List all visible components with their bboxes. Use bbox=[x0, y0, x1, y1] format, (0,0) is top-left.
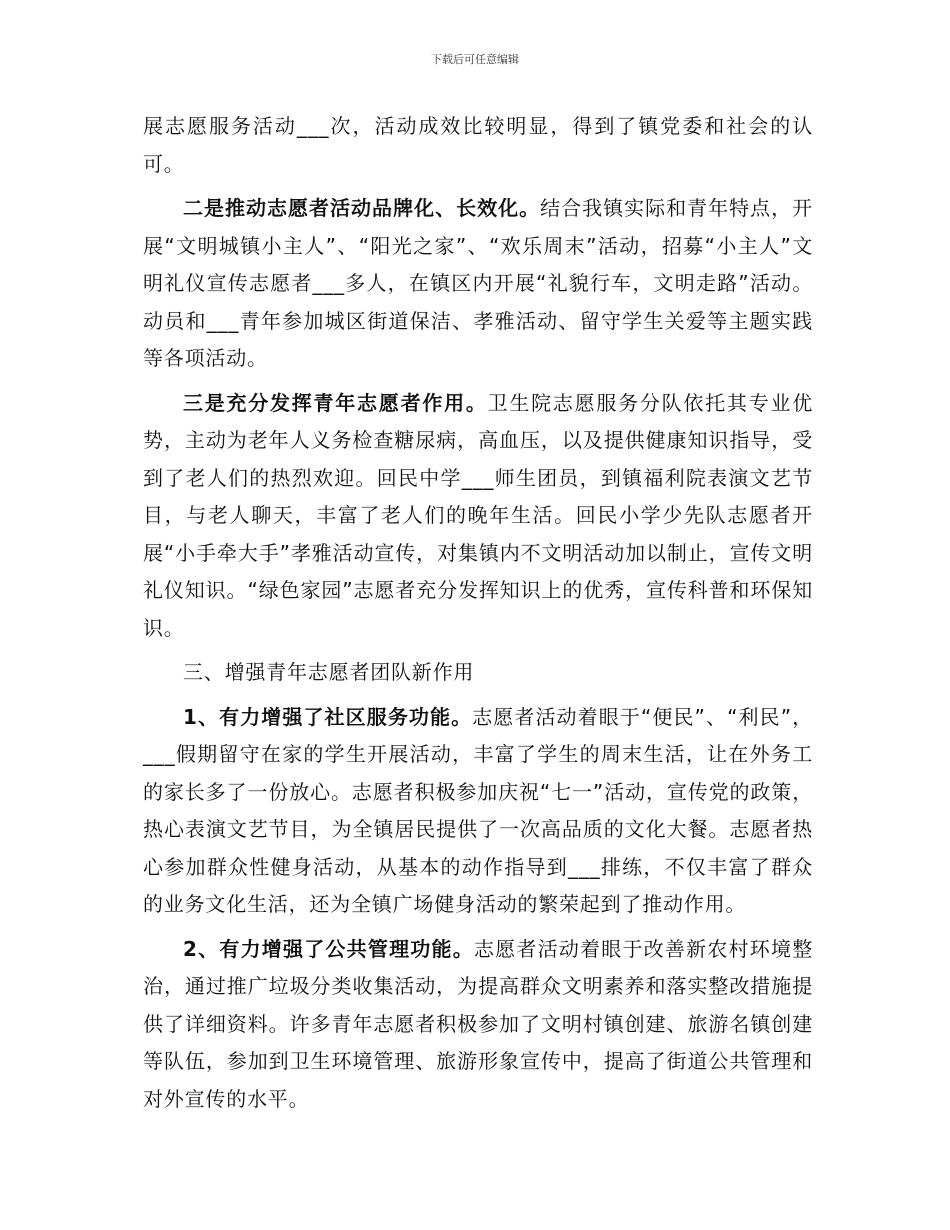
paragraph-lead: 二是推动志愿者活动品牌化、长效化。 bbox=[183, 196, 541, 220]
document-body bbox=[143, 108, 813, 1118]
paragraph-text: 结合我镇实际和青年特点，开展“文明城镇小主人”、“阳光之家”、“欢乐周末”活动，招募“小主人”文明礼仪宣传志愿者___多人，在镇区内开展“礼貌行车，文明走路”活动。动员和___青年参加城区街道保洁、孝雅活动、留守学生关爱等主题实践等各项活动。 bbox=[143, 196, 813, 370]
paragraph-community-service bbox=[143, 699, 813, 924]
paragraph-lead: 三是充分发挥青年志愿者作用。 bbox=[183, 390, 488, 415]
paragraph-lead: 1、有力增强了社区服务功能。 bbox=[183, 704, 473, 729]
section-heading bbox=[143, 654, 813, 692]
paragraph-text: 展志愿服务活动___次，活动成效比较明显，得到了镇党委和社会的认可。 bbox=[143, 114, 813, 176]
paragraph-continuation bbox=[143, 108, 813, 183]
page-header: 下载后可任意编辑 bbox=[431, 53, 519, 66]
paragraph-volunteer-role bbox=[143, 385, 813, 648]
section-heading-text: 三、增强青年志愿者团队新作用 bbox=[183, 660, 475, 684]
paragraph-public-management bbox=[143, 931, 813, 1119]
paragraph-text: 志愿者活动着眼于改善新农村环境整治，通过推广垃圾分类收集活动，为提高群众文明素养和落实整改措施提供了详细资料。许多青年志愿者积极参加了文明村镇创建、旅游名镇创建等队伍，参加到卫生环境管理、旅游形象宣传中，提高了街道公共管理和对外宣传的水平。 bbox=[143, 936, 813, 1111]
paragraph-text: 志愿者活动着眼于“便民”、“利民”，___假期留守在家的学生开展活动，丰富了学生的周末生活，让在外务工的家长多了一份放心。志愿者积极参加庆祝“七一”活动，宣传党的政策，热心表演文艺节目，为全镇居民提供了一次高品质的文化大餐。志愿者热心参加群众性健身活动，从基本的动作指导到___排练，不仅丰富了群众的业务文化生活，还为全镇广场健身活动的繁荣起到了推动作用。 bbox=[143, 704, 813, 916]
paragraph-text: 卫生院志愿服务分队依托其专业优势，主动为老年人义务检查糖尿病，高血压，以及提供健康知识指导，受到了老人们的热烈欢迎。回民中学___师生团员，到镇福利院表演文艺节目，与老人聊天，丰富了老人们的晚年生活。回民小学少先队志愿者开展“小手牵大手”孝雅活动宣传，对集镇内不文明活动加以制止，宣传文明礼仪知识。“绿色家园”志愿者充分发挥知识上的优秀，宣传科普和环保知识。 bbox=[143, 390, 814, 640]
paragraph-lead: 2、有力增强了公共管理功能。 bbox=[183, 936, 474, 961]
paragraph-brand-activities bbox=[143, 190, 813, 378]
